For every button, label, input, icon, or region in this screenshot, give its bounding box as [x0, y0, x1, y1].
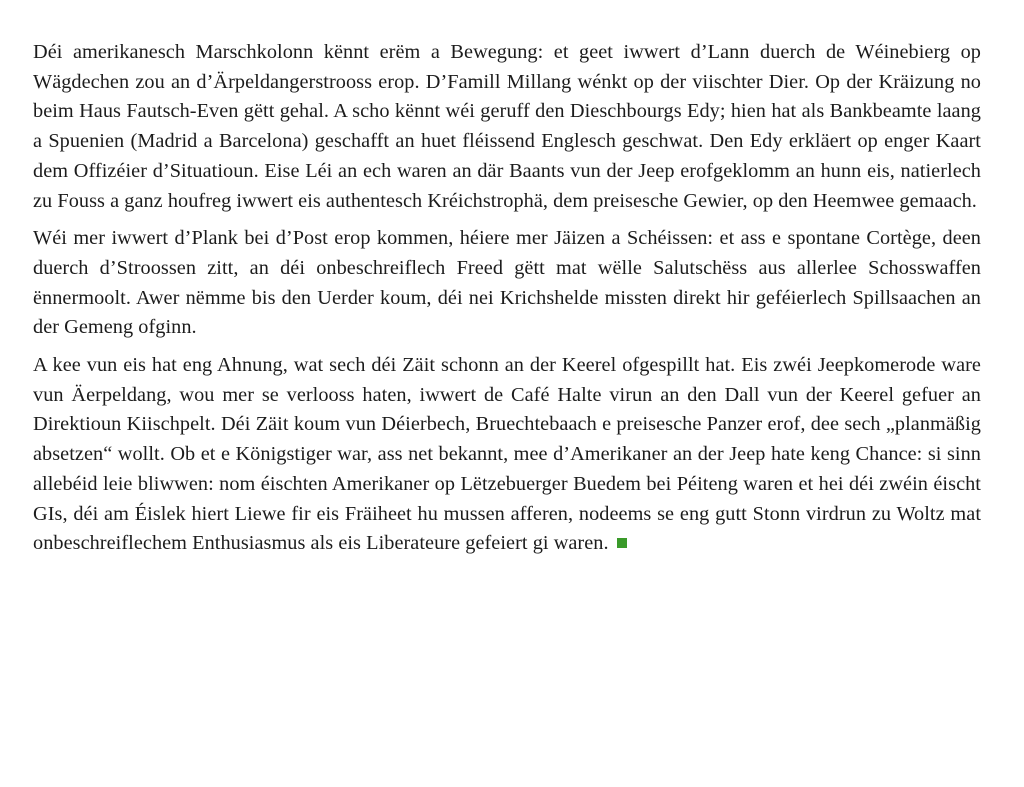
end-of-article-square-icon	[617, 538, 627, 548]
paragraph-3	[33, 351, 981, 559]
article-body	[33, 38, 981, 567]
paragraph-2-text: Wéi mer iwwert d’Plank bei d’Post erop kommen, héiere mer Jäizen a Schéissen: et ass e spontane Cortège, deen duerch d’Stroossen zitt, an déi onbeschreiflech Freed gëtt mat wëlle Salutschëss aus allerlee Schosswaffen ënnermoolt. Awer nëmme bis den Uerder koum, déi nei Krichshelde missten direkt hir geféierlech Spillsaachen an der Gemeng ofginn.	[33, 227, 981, 339]
paragraph-3-text: A kee vun eis hat eng Ahnung, wat sech déi Zäit schonn an der Keerel ofgespillt hat. Eis zwéi Jeepkomerode ware vun Äerpeldang, wou mer se verlooss haten, iwwert de Café Halte virun an den Dall vun der Keerel gefuer an Direktioun Kiischpelt. Déi Zäit koum vun Déierbech, Bruechtebaach e preisesche Panzer erof, dee sech „planmäßig absetzen“ wollt. Ob et e Königstiger war, ass net bekannt, mee d’Amerikaner an der Jeep hate keng Chance: si sinn allebéid leie bliwwen: nom éischten Amerikaner op Lëtzebuerger Buedem bei Péiteng waren et hei déi zwéin éischt GIs, déi am Éislek hiert Liewe fir eis Fräiheet hu mussen afferen, nodeems se eng gutt Stonn virdrun zu Woltz mat onbeschreiflechem Enthusiasmus als eis Liberateure gefeiert gi waren.	[33, 354, 981, 555]
paragraph-2	[33, 224, 981, 343]
paragraph-1	[33, 38, 981, 216]
paragraph-1-text: Déi amerikanesch Marschkolonn kënnt erëm a Bewegung: et geet iwwert d’Lann duerch de Wéinebierg op Wägdechen zou an d’Ärpeldangerstrooss erop. D’Famill Millang wénkt op der viischter Dier. Op der Kräizung no beim Haus Fautsch-Even gëtt gehal. A scho kënnt wéi geruff den Dieschbourgs Edy; hien hat als Bankbeamte laang a Spuenien (Madrid a Barcelona) geschafft an huet fléissend Englesch geschwat. Den Edy erkläert op enger Kaart dem Offizéier d’Situatioun. Eise Léi an ech waren an där Baants vun der Jeep erofgeklomm an hunn eis, natierlech zu Fouss a ganz houfreg iwwert eis authentesch Kréichstrophä, dem preisesche Gewier, op den Heemwee gemaach.	[33, 41, 981, 212]
